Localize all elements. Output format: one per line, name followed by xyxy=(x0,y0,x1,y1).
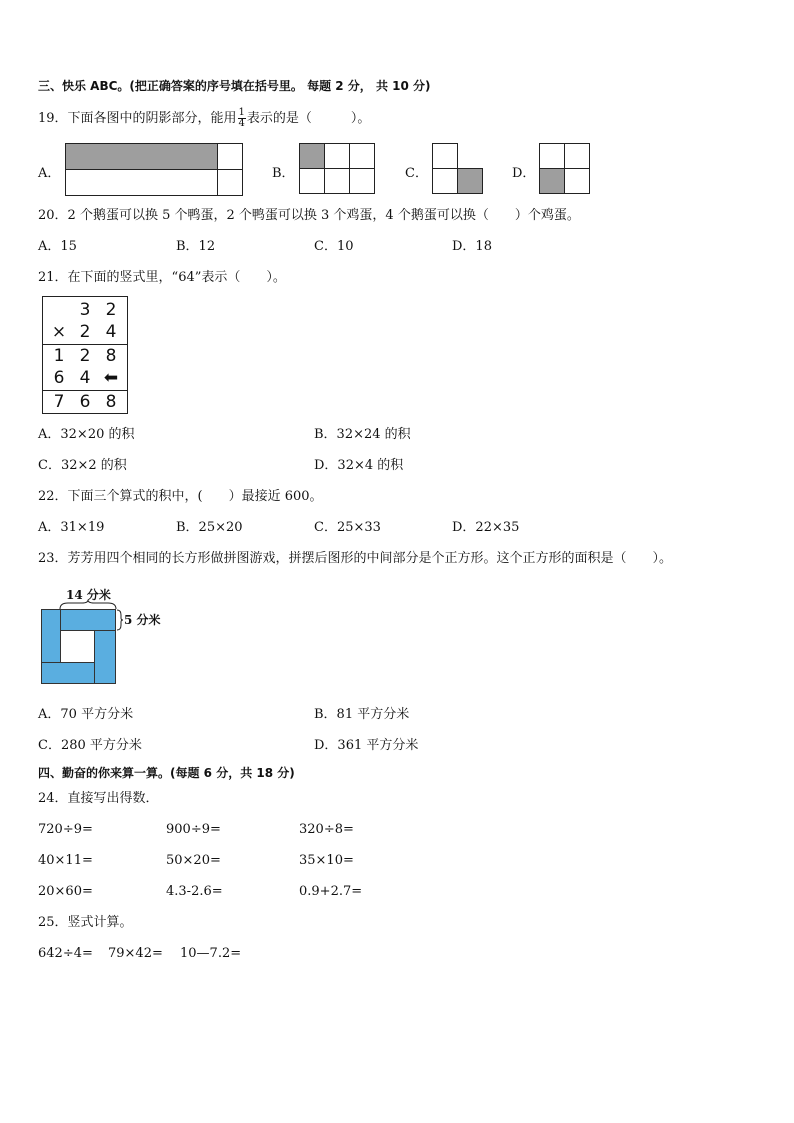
figure-d-shaded-cell xyxy=(539,168,565,194)
figure-b-cell xyxy=(324,143,350,169)
q21-option-d[interactable]: D．32×4 的积 xyxy=(314,458,404,473)
section-3-title: 三、快乐 ABC。(把正确答案的序号填在括号里。 每题 2 分， 共 10 分) xyxy=(38,79,431,93)
puzzle-rect-left xyxy=(41,609,61,663)
width-label: 14 分米 xyxy=(66,588,111,602)
q20-option-b[interactable]: B．12 xyxy=(176,239,216,254)
q20-option-d[interactable]: D．18 xyxy=(452,239,492,254)
figure-d-cell xyxy=(539,143,565,169)
puzzle-rect-bottom xyxy=(41,662,95,684)
q24-item: 4.3-2.6= xyxy=(166,884,223,899)
question-24: 24．直接写出得数． xyxy=(38,791,159,806)
figure-c-cell xyxy=(432,168,458,194)
vm-row: × 2 4 xyxy=(51,322,117,342)
q19-prefix: 19．下面各图中的阴影部分，能用 xyxy=(38,111,237,126)
q19-option-d-label: D． xyxy=(512,166,536,181)
q20-option-c[interactable]: C．10 xyxy=(314,239,354,254)
q22-option-c[interactable]: C．25×33 xyxy=(314,520,381,535)
q23-option-d[interactable]: D．361 平方分米 xyxy=(314,738,419,753)
q19-option-a-label: A． xyxy=(38,166,61,181)
q24-item: 900÷9= xyxy=(166,822,221,837)
figure-a-cell xyxy=(65,169,218,196)
q24-item: 0.9+2.7= xyxy=(299,884,363,899)
q21-option-a[interactable]: A．32×20 的积 xyxy=(38,427,135,442)
question-21: 21．在下面的竖式里，“64”表示（ ）。 xyxy=(38,270,286,285)
q25-item: 10—7.2= xyxy=(180,946,242,961)
vm-row: 7 6 8 xyxy=(53,392,117,412)
q20-option-a[interactable]: A．15 xyxy=(38,239,77,254)
question-23: 23．芳芳用四个相同的长方形做拼图游戏，拼摆后图形的中间部分是个正方形。这个正方形的面积是（ ）。 xyxy=(38,551,673,566)
height-label: 5 分米 xyxy=(124,613,161,627)
figure-a-shaded-cell xyxy=(65,143,218,170)
question-19 xyxy=(38,108,370,129)
q24-item: 50×20= xyxy=(166,853,221,868)
figure-b-shaded-cell xyxy=(299,143,325,169)
height-brace-icon xyxy=(116,609,124,631)
q22-option-d[interactable]: D．22×35 xyxy=(452,520,520,535)
section-4-title: 四、勤奋的你来算一算。(每题 6 分，共 18 分) xyxy=(38,766,295,780)
q19-option-b-label: B． xyxy=(272,166,295,181)
question-25: 25．竖式计算。 xyxy=(38,915,133,930)
q25-item: 642÷4= xyxy=(38,946,93,961)
q24-item: 35×10= xyxy=(299,853,354,868)
q23-option-b[interactable]: B．81 平方分米 xyxy=(314,707,410,722)
q22-option-b[interactable]: B．25×20 xyxy=(176,520,243,535)
q24-item: 720÷9= xyxy=(38,822,93,837)
q21-option-b[interactable]: B．32×24 的积 xyxy=(314,427,411,442)
arrow-left-icon: ⬅ xyxy=(103,368,119,388)
fraction-one-quarter: $\frac{1}{4}$ xyxy=(238,107,245,129)
question-20: 20．2 个鹅蛋可以换 5 个鸭蛋，2 个鸭蛋可以换 3 个鸡蛋，4 个鹅蛋可以换（ ）个鸡蛋。 xyxy=(38,208,580,223)
q22-option-a[interactable]: A．31×19 xyxy=(38,520,105,535)
figure-a-cell xyxy=(217,169,243,196)
figure-c-shaded-cell xyxy=(457,168,483,194)
puzzle-rect-top xyxy=(60,609,116,631)
q23-option-c[interactable]: C．280 平方分米 xyxy=(38,738,142,753)
figure-b-cell xyxy=(349,143,375,169)
q24-item: 320÷8= xyxy=(299,822,354,837)
vertical-multiplication xyxy=(42,296,128,414)
vm-row: 6 4 ⬅ xyxy=(43,367,127,389)
figure-b-cell xyxy=(324,168,350,194)
q25-item: 79×42= xyxy=(108,946,163,961)
q24-item: 40×11= xyxy=(38,853,93,868)
q21-option-c[interactable]: C．32×2 的积 xyxy=(38,458,127,473)
q19-suffix: 表示的是（ ）。 xyxy=(246,111,371,126)
vm-row: 1 2 8 xyxy=(53,346,117,366)
vm-row: 3 2 xyxy=(79,300,117,320)
question-22: 22．下面三个算式的积中，( ）最接近 600。 xyxy=(38,489,323,504)
figure-b-cell xyxy=(299,168,325,194)
figure-d-cell xyxy=(564,143,590,169)
puzzle-rect-right xyxy=(94,630,116,684)
figure-a-cell xyxy=(217,143,243,170)
figure-b-cell xyxy=(349,168,375,194)
q23-option-a[interactable]: A．70 平方分米 xyxy=(38,707,134,722)
figure-c-cell xyxy=(432,143,458,169)
q24-item: 20×60= xyxy=(38,884,93,899)
figure-d-cell xyxy=(564,168,590,194)
q19-option-c-label: C． xyxy=(405,166,428,181)
